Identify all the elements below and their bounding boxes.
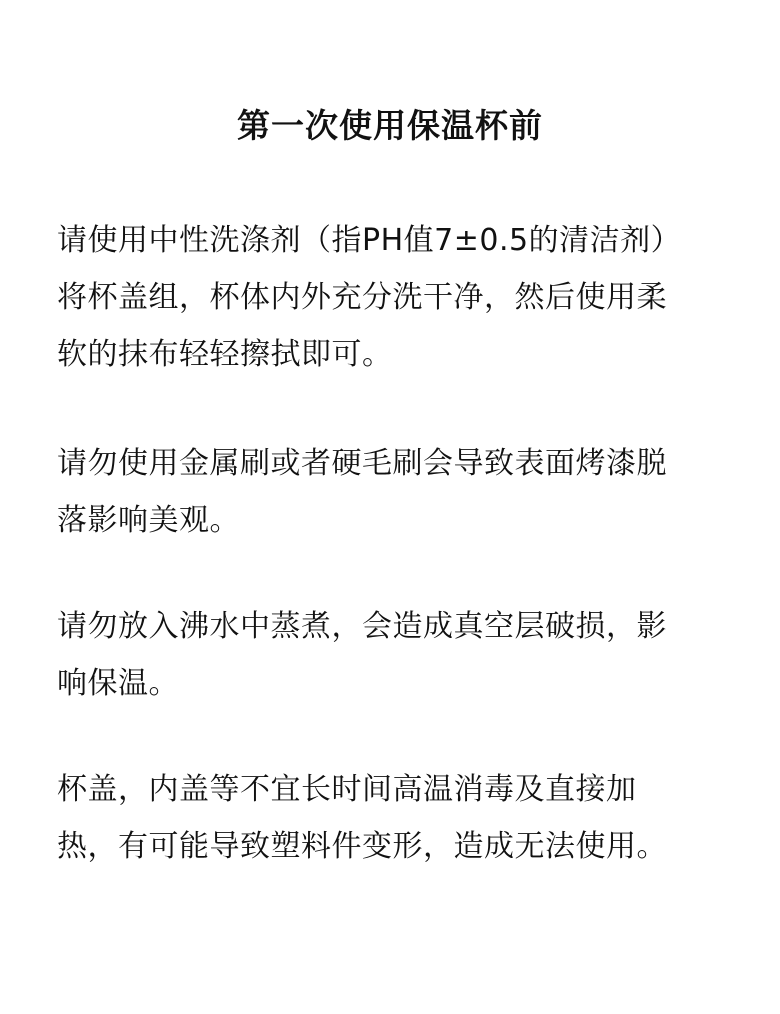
paragraph-no-metal-brush — [57, 435, 737, 549]
text-line: 请勿放入沸水中蒸煮，会造成真空层破损，影 — [57, 609, 667, 644]
text-line: 请勿使用金属刷或者硬毛刷会导致表面烤漆脱 — [57, 446, 667, 481]
text-line: 响保温。 — [57, 666, 179, 701]
text-line: 将杯盖组，杯体内外充分洗干净，然后使用柔 — [57, 280, 667, 315]
text-line: 落影响美观。 — [57, 503, 240, 538]
paragraph-no-high-temp — [57, 761, 737, 875]
text-line: 杯盖，内盖等不宜长时间高温消毒及直接加 — [57, 772, 637, 807]
paragraph-cleaning — [57, 212, 737, 383]
text-line: 请使用中性洗涤剂（指PH值7±0.5的清洁剂） — [57, 223, 682, 258]
page-title: 第一次使用保温杯前 — [237, 106, 543, 145]
paragraph-no-boiling — [57, 598, 737, 712]
text-line: 软的抹布轻轻擦拭即可。 — [57, 337, 393, 372]
text-line: 热，有可能导致塑料件变形，造成无法使用。 — [57, 829, 667, 864]
